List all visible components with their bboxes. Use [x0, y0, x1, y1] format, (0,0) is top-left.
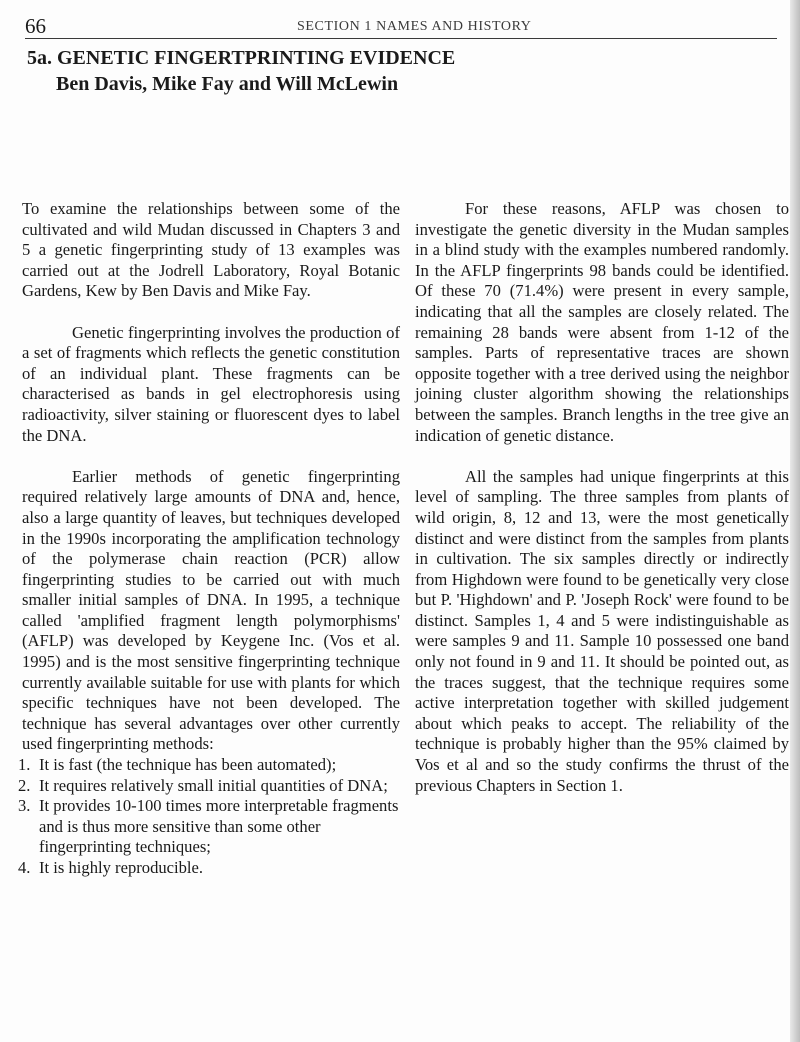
list-item-text: It is fast (the technique has been automated); [39, 755, 337, 775]
left-column [18, 199, 400, 879]
list-item-number: 2. [18, 775, 31, 795]
running-head: SECTION 1 NAMES AND HISTORY [297, 19, 532, 34]
list-item-number: 3. [18, 796, 31, 816]
list-item [18, 858, 400, 879]
body-paragraph: Genetic fingerprinting involves the production of a set of fragments which reflects the genetic constitution of an individual plant. These fragments can be characterised as bands in gel electrophoresis using radioactivity, silver staining or fluorescent dyes to label the DNA. [22, 322, 400, 445]
body-paragraph: Earlier methods of genetic fingerprinting required relatively large amounts of DNA and, hence, also a large quantity of leaves, but techniques developed in the 1990s incorporating the amplification technology of the polymerase chain reaction (PCR) allow fingerprinting studies to be carried out with much smaller initial samples of DNA. In 1995, a technique called 'amplified fragment length polymorphisms' (AFLP) was developed by Keygene Inc. (Vos et al. 1995) and is the most sensitive fingerprinting technique currently available suitable for use with plants for which specific techniques have not been developed. The technique has several advantages over other currently used fingerprinting methods: [22, 466, 400, 754]
list-item [18, 796, 400, 858]
list-item-number: 4. [18, 858, 31, 877]
list-item [18, 775, 400, 797]
page-number: 66 [25, 14, 46, 38]
body-paragraph: To examine the relationships between some of the cultivated and wild Mudan discussed in Chapters 3 and 5 a genetic fingerprinting study of 13 examples was carried out at the Jodrell Laboratory, Royal Botanic Gardens, Kew by Ben Davis and Mike Fay. [22, 199, 400, 301]
article-title: 5a. GENETIC FINGERTPRINTING EVIDENCE [27, 47, 456, 69]
body-paragraph: All the samples had unique fingerprints at this level of sampling. The three samples from plants of wild origin, 8, 12 and 13, were the most genetically distinct and were distinct from the samples from plants in cultivation. The six samples directly or indirectly from Highdown were found to be genetically very close but P. 'Highdown' and P. 'Joseph Rock' were found to be distinct. Samples 1, 4 and 5 were indistinguishable as were samples 9 and 11. Sample 10 possessed one band only not found in 9 and 11. It should be pointed out, as the traces suggest, that the technique requires some active interpretation together with skilled judgement about which peaks to accept. The reliability of the technique is probably higher than the 95% claimed by Vos et al and so the study confirms the thrust of the previous Chapters in Section 1. [415, 466, 789, 795]
article-authors: Ben Davis, Mike Fay and Will McLewin [56, 73, 399, 95]
body-paragraph: For these reasons, AFLP was chosen to investigate the genetic diversity in the Mudan samples in a blind study with the examples numbered randomly. In the AFLP fingerprints 98 bands could be identified. Of these 70 (71.4%) were present in every sample, indicating that all the samples are closely related. The remaining 28 bands were absent from 1-12 of the samples. Parts of representative traces are shown opposite together with a tree derived using the neighbor joining cluster algorithm showing the relationships between the samples. Branch lengths in the tree give an indication of genetic distance. [415, 199, 789, 445]
right-column [415, 199, 789, 817]
page-header [25, 14, 777, 39]
list-item-text: It is highly reproducible. [39, 858, 204, 877]
list-item-text: It provides 10-100 times more interpretable fragments and is thus more sensitive than some other fingerprinting techniques; [39, 796, 399, 857]
list-item-text: It requires relatively small initial quantities of DNA; [39, 775, 388, 795]
list-item [18, 755, 400, 776]
list-item-number: 1. [18, 755, 31, 775]
page-edge-shadow [790, 0, 800, 1042]
advantages-list [18, 755, 400, 879]
